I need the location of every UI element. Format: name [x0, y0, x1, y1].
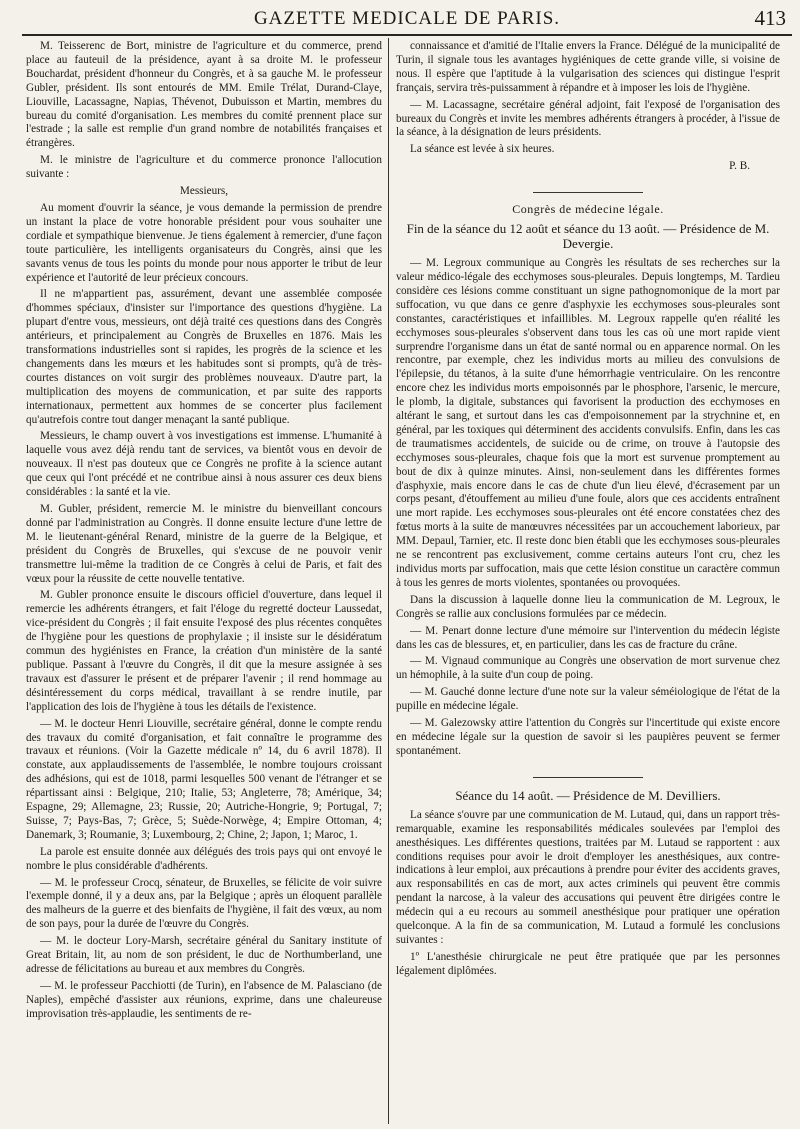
journal-title: GAZETTE MEDICALE DE PARIS.	[253, 8, 561, 29]
paragraph: Au moment d'ouvrir la séance, je vous demande la permission de prendre un instant la place de votre honorable président pour vous souhaiter une cordiale et sympathique bienvenue. Je tiens également à remercier, d'une façon toute particulière, les intelligents organisateurs du Congrès, ainsi que les savants venus de tous les points du monde pour nous apporter le tribut de leur expérience et l'autorité de leur précieux concours.	[26, 201, 382, 284]
paragraph: La parole est ensuite donnée aux délégués des trois pays qui ont envoyé le nombre le plus considérable d'adhérents.	[26, 845, 382, 872]
paragraph: — M. Lacassagne, secrétaire général adjoint, fait l'exposé de l'organisation des bureaux du Congrès et invite les membres adhérents étrangers à procéder, à l'issue de la séance, à la désignation de leurs présidents.	[396, 98, 780, 139]
section-rule	[533, 192, 643, 193]
paragraph: Il ne m'appartient pas, assurément, devant une assemblée composée d'hommes spéciaux, d'insister sur l'importance des questions d'hygiène. La plupart d'entre vous, messieurs, ont déjà traité ces questions dans des Congrès antérieurs, et principalement au Congrès de Bruxelles en 1876. Mais les transformations industrielles sont si rapides, les progrès de la science et les changements dans les mœurs et les habitudes sont si prompts, qu'à de très-courtes distances on voit surgir des problèmes nouveaux. D'autre part, la multiplication des moyens de communication, et par suite des rapports internationaux, permettent aux hommes de se concerter plus facilement qu'autrefois contre tout danger menaçant la santé publique.	[26, 288, 382, 426]
right-column	[396, 40, 780, 1120]
paragraph: — M. le professeur Crocq, sénateur, de Bruxelles, se félicite de voir suivre l'exemple donné, il y a deux ans, par la Belgique ; après un éloquent parallèle des malheurs de la guerre et des bienfaits de l'hygiène, il fait des vœux, au nom de son pays, pour la durée de l'œuvre du Congrès.	[26, 876, 382, 931]
page-header	[22, 6, 792, 36]
paragraph: — M. Legroux communique au Congrès les résultats de ses recherches sur la valeur médico-légale des ecchymoses sous-pleurales. Depuis longtemps, M. Tardieu considère ces lésions comme constituant un signe pathognomonique de la mort par suffocation, vu que dans ce genre d'asphyxie les ecchymoses sous-pleurales sont constantes, caractéristiques et infaillibles. M. Legroux rappelle qu'en réalité les ecchymoses sous-pleurales s'observent dans tous les cas où une mort rapide vient surprendre l'organisme dans un état de santé normal ou en apparence normal. On les rencontre, par exemple, chez les individus morts au milieu des convulsions de l'épilepsie, du tétanos, à la suite d'une hémorrhagie ventriculaire. On les rencontre encore chez les individus morts empoisonnés par le phosphore, l'arsenic, le mercure, le plomb, la digitale, substances qui favorisent la production des ecchymoses en altérant le sang, et surtout dans les cas d'empoisonnement par la strychnine et, en général, par les toxiques qui déterminent des accidents convulsifs. Enfin, dans les cas de traumatismes accidentels, de suicide ou de crime, on trouve à l'autopsie des ecchymoses sous-pleurales, chaque fois que la mort est survenue promptement au bout de dix à quinze minutes. Ainsi, non-seulement dans les différentes formes d'asphyxie, mais encore dans le cas de chute d'un lieu élevé, d'écrasement par un corps pesant, d'étouffement au milieu d'une foule, alors que ces accidents entraînent une mort rapide. Les ecchymoses sous-pleurales ont été encore constatées chez des fœtus morts à la suite de manœuvres nécessitées par un accouchement laborieux, par MM. Depaul, Tarnier, etc. Il reste donc bien établi que les ecchymoses sous-pleurales ne se rencontrent pas exclusivement, comme certains auteurs l'ont cru, chez les individus morts par suffocation, mais que cette lésion constitue un caractère commun à tous les genres de morts violentes, spontanées ou provoquées.	[396, 257, 780, 589]
session-heading: Fin de la séance du 12 août et séance du 13 août. — Présidence de M. Devergie.	[406, 221, 770, 252]
column-divider	[388, 38, 389, 1124]
paragraph: M. Teisserenc de Bort, ministre de l'agriculture et du commerce, prend place au fauteuil de la présidence, ayant à sa droite M. le professeur Bouchardat, président d'honneur du Congrès, et à sa gauche M. le professeur Gubler, président. Ils sont entourés de MM. Emile Trélat, Durand-Claye, Liouville, Lacassagne, Napias, Thévenot, Dubuisson et Martin, membres du bureau du comité d'organisation. Les membres du comité prennent place sur l'estrade ; la salle est remplie d'un grand nombre de notabilités françaises et étrangères.	[26, 40, 382, 150]
salutation: Messieurs,	[179, 185, 229, 198]
paragraph: — M. Penart donne lecture d'une mémoire sur l'intervention du médecin légiste dans les cas de blessures, et, en particulier, dans les cas de fracture du crâne.	[396, 624, 780, 651]
paragraph: — M. Galezowsky attire l'attention du Congrès sur l'incertitude qui existe encore en médecine légale sur la question de savoir si les paupières peuvent se fermer spontanément.	[396, 717, 780, 757]
paragraph: — M. le docteur Lory-Marsh, secrétaire général du Sanitary institute of Great Britain, lit, au nom de son président, le duc de Northumberland, une adresse de félicitations au bureau et aux membres du Congrès.	[26, 935, 382, 975]
paragraph: La séance est levée à six heures.	[410, 143, 555, 156]
session-heading: Séance du 14 août. — Présidence de M. Devilliers.	[455, 787, 721, 803]
paragraph: Dans la discussion à laquelle donne lieu la communication de M. Legroux, le Congrès se rallie aux conclusions formulées par ce médecin.	[396, 593, 780, 620]
session-rule	[533, 777, 643, 778]
signature: P. B.	[729, 160, 750, 173]
paragraph: La séance s'ouvre par une communication de M. Lutaud, qui, dans un rapport très-remarquable, examine les responsabilités médicales soulevées par l'emploi des anesthésiques. Les différentes questions, traitées par M. Lutaud se rapportent : aux conditions requises pour avoir le droit d'employer les anesthésiques, aux contre-indications à leur emploi, aux précautions à prendre pour éviter des accidents graves, aux responsabilités en cas de mort, aux actes criminels qui peuvent être commis pendant la narcose, à la valeur des accusations qui peuvent être dirigées contre le médecin qui a eu recours au sommeil anesthésique pour pratiquer une opération quelconque. A la fin de sa communication, M. Lutaud a formulé les conclusions suivantes :	[396, 808, 780, 946]
paragraph: — M. le professeur Pacchiotti (de Turin), en l'absence de M. Palasciano (de Naples), empêché d'assister aux réunions, exprime, dans une chaleureuse improvisation très-applaudie, les sentiments de re-	[26, 979, 382, 1020]
paragraph: — M. Vignaud communique au Congrès une observation de mort survenue chez un hémophile, à la suite d'un coup de poing.	[396, 655, 780, 682]
paragraph: 1º L'anesthésie chirurgicale ne peut être pratiquée que par les personnes légalement diplômées.	[396, 950, 780, 977]
paragraph: — M. le docteur Henri Liouville, secrétaire général, donne le compte rendu des travaux du comité d'organisation, et fait connaître le programme des travaux et réunions. (Voir la Gazette médicale nº 14, du 6 avril 1878). Il constate, aux applaudissements de l'assemblée, le nombre toujours croissant des adhésions, qui est de 1018, parmi lesquelles 500 venant de l'étranger et se répartissant ainsi : Belgique, 210; Italie, 53; Angleterre, 78; Amérique, 34; Espagne, 29; Allemagne, 23; Russie, 20; Autriche-Hongrie, 9; Portugal, 7; Suisse, 7; Pays-Bas, 7; Grèce, 5; Suède-Norwège, 4; Empire Ottoman, 4; Danemark, 3; Roumanie, 3; Luxembourg, 2; Chine, 2; Japon, 1; Maroc, 1.	[26, 717, 382, 841]
paragraph: M. Gubler prononce ensuite le discours officiel d'ouverture, dans lequel il remercie les adhérents étrangers, et fait l'éloge du regretté docteur Laussedat, vice-président du Congrès ; il fait ensuite l'exposé des plus récentes conquêtes de l'hygiène pour les questions de prophylaxie ; il insiste sur le désidératum commun des hygiénistes en France, la création d'un ministère de la santé publique. Passant à l'œuvre du Congrès, il dit que la mesure assignée à ses travaux est d'assurer le présent et de préparer l'avenir ; il rend hommage au désintéressement du corps médical, travaillant à se rendre inutile, par l'application des lois de l'hygiène à tous les détails de l'existence.	[26, 589, 382, 713]
left-column	[26, 40, 382, 1120]
section-title: Congrès de médecine légale.	[512, 202, 664, 217]
paragraph: connaissance et d'amitié de l'Italie envers la France. Délégué de la municipalité de Turin, il signale tous les avantages hygiéniques de cette grande ville, si voisine de nous. Il espère que l'aptitude à la vulgarisation des sciences qui distingue l'esprit français, servira très-puissamment à répandre et à imposer les lois de l'hygiène.	[396, 40, 780, 94]
paragraph: M. Gubler, président, remercie M. le ministre du bienveillant concours donné par l'administration au Congrès. Il donne ensuite lecture d'une lettre de M. le lieutenant-général Renard, ministre de la guerre de la Belgique, et président du Congrès de Bruxelles, qui s'excuse de ne pouvoir venir transmettre lui-même la tradition de ce Congrès à celui de Paris, et fait des vœux pour la réussite de cette nouvelle tentative.	[26, 503, 382, 585]
paragraph: M. le ministre de l'agriculture et du commerce prononce l'allocution suivante :	[26, 154, 382, 181]
paragraph: — M. Gauché donne lecture d'une note sur la valeur séméiologique de l'état de la pupille en médecine légale.	[396, 686, 780, 713]
paragraph: Messieurs, le champ ouvert à vos investigations est immense. L'humanité à laquelle vous avez déjà rendu tant de services, va bientôt vous en devoir de nouveaux. Il n'est pas douteux que ce Congrès ne profite à la science autant que ceux qui l'ont précédé et ne contribue ainsi à nous assurer ces deux biens considérables : la santé et la vie.	[26, 430, 382, 499]
page-number: 413	[754, 6, 786, 30]
